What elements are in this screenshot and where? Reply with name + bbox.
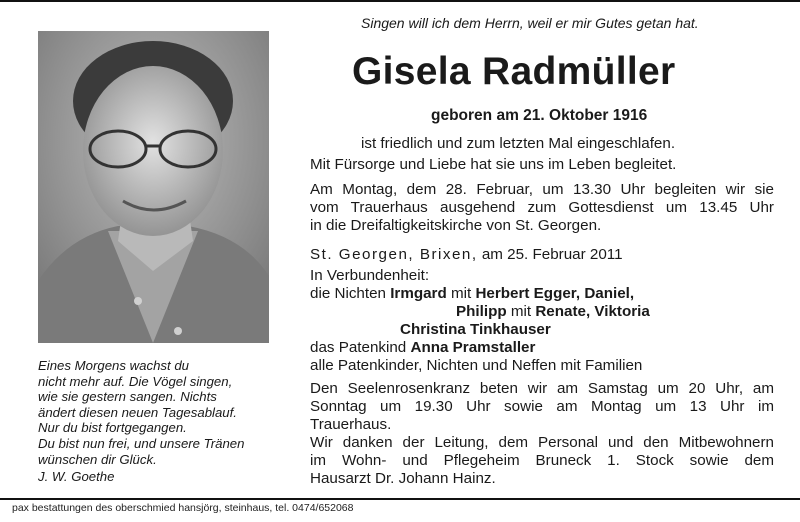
thanks-line: im Wohn- und Pflegeheim Bruneck 1. Stock sowie dem [310,452,774,469]
motto: Singen will ich dem Herrn, weil er mir Gutes getan hat. [361,15,699,31]
mourner-name: Irmgard [390,285,447,302]
rosary-line: Den Seelenrosenkranz beten wir am Samstag um 20 Uhr, am [310,380,774,397]
mourners-text: das Patenkind [310,339,411,356]
poem-line: Du bist nun frei, und unsere Tränen [38,435,245,451]
deceased-name: Gisela Radmüller [352,50,676,93]
mourners-text: mit [506,303,536,320]
mourners-text: die Nichten [310,285,391,302]
mourners-row [310,339,650,357]
top-rule [0,0,800,2]
rosary-line: Trauerhaus. [310,416,392,433]
thanks-line: Hausarzt Dr. Johann Hainz. [310,470,496,487]
poem-line: nicht mehr auf. Die Vögel singen, [38,373,233,389]
portrait-image [38,31,269,343]
place-date [310,246,623,264]
mourners-intro: In Verbundenheit: [310,267,430,284]
undertaker-footer: pax bestattungen des oberschmied hansjörg, steinhaus, tel. 0474/652068 [12,502,354,514]
poem-author: J. W. Goethe [38,469,115,485]
mourner-name: Christina Tinkhauser [400,321,551,338]
mourners-row [310,303,650,321]
rosary-line: Sonntag um 19.30 Uhr sowie am Montag um 13 Uhr im [310,398,774,415]
funeral-line: in die Dreifaltigkeitskirche von St. Georgen. [310,217,602,234]
portrait-photo [38,31,269,343]
mourner-name: Philipp [456,303,507,320]
poem-line: wie sie gestern sangen. Nichts [38,389,217,405]
mourner-name: Anna Pramstaller [410,339,536,356]
poem-line: ändert diesen neuen Tagesablauf. [38,404,237,420]
mourners-list [310,267,650,375]
poem-line: wünschen dir Glück. [38,451,157,467]
mourners-row [310,285,650,303]
mourner-name: Herbert Egger, Daniel, [475,285,635,302]
thanks-line: Wir danken der Leitung, dem Personal und den Mitbewohnern [310,434,774,451]
funeral-line: vom Trauerhaus ausgehend zum Gottesdienst um 13.45 Uhr [310,199,774,216]
mourner-name: Renate, Viktoria [535,303,650,320]
passing-text: ist friedlich und zum letzten Mal eingeschlafen. [361,135,676,152]
rosary-text [310,380,774,434]
thanks-text [310,434,774,488]
bottom-rule [0,498,800,500]
date: am 25. Februar 2011 [477,246,623,263]
mourners-text: mit [446,285,476,302]
poem-line: Eines Morgens wachst du [38,358,189,373]
mourners-extended: alle Patenkinder, Nichten und Neffen mit Familien [310,357,643,374]
poem [38,358,298,485]
funeral-line: Am Montag, dem 28. Februar, um 13.30 Uhr begleiten wir sie [310,181,774,198]
birth-date: geboren am 21. Oktober 1916 [431,107,648,124]
care-text: Mit Fürsorge und Liebe hat sie uns im Leben begleitet. [310,156,677,173]
place: St. Georgen, Brixen, [310,246,478,263]
poem-line: Nur du bist fortgegangen. [38,420,187,436]
funeral-details [310,181,774,235]
